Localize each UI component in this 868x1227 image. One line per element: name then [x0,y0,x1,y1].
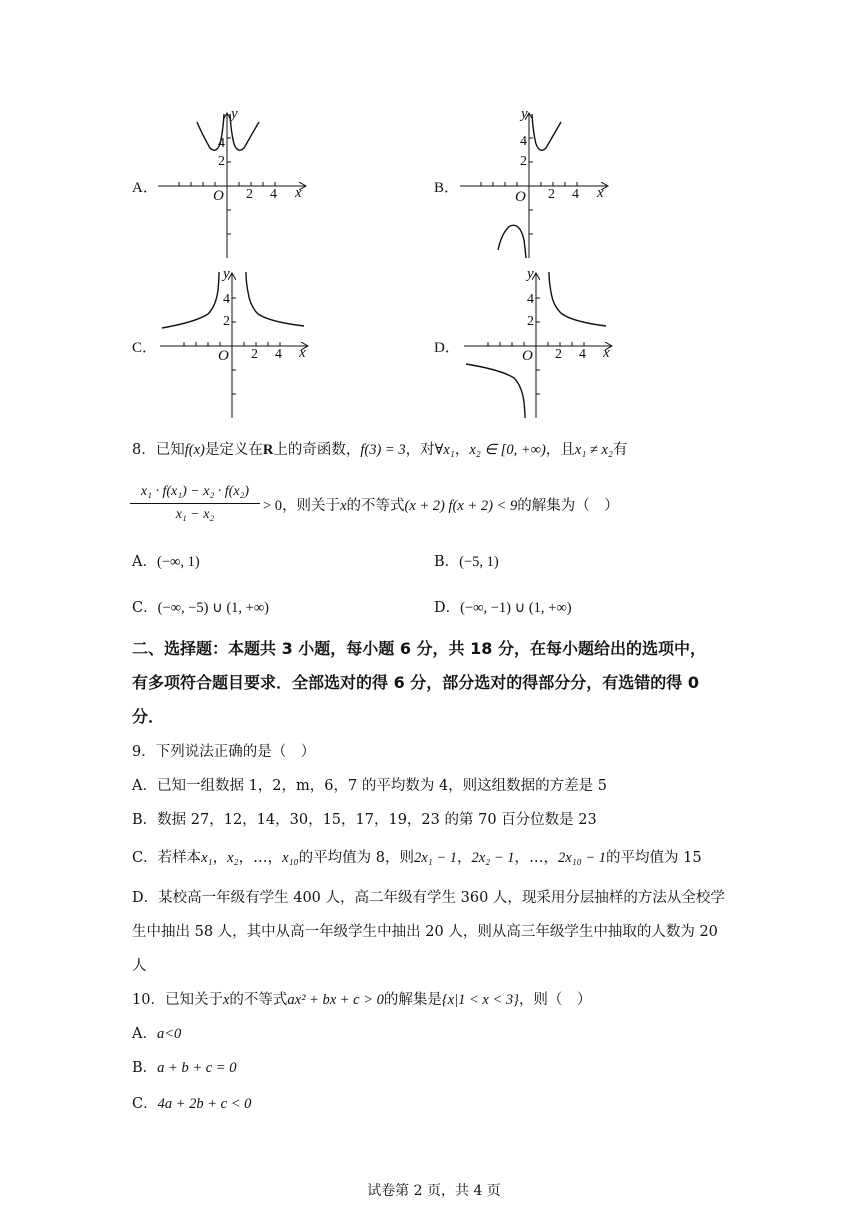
curve-right [246,272,304,326]
q9-text: C．若样本 [132,850,202,866]
q8-f3: f(3) = 3 [360,442,406,458]
y-axis-label: y [223,266,230,282]
q9-expr3: 2x₁₀ − 1 [557,850,607,866]
q9-text: ，…， [514,850,558,866]
q8-text: 的不等式 [346,498,405,514]
q8-option-b[interactable] [434,550,499,571]
x-axis-label: x [603,345,610,361]
graph-b-svg [452,108,612,258]
q10-option-a[interactable] [132,1022,181,1043]
graph-a-label: A． [132,180,158,196]
origin-label: O [522,348,533,364]
y-tick-2: 2 [218,154,225,169]
x-tick-2: 2 [555,347,562,362]
graph-c-svg [152,268,312,418]
q8-text: 8．已知 [132,442,185,458]
curve-left [162,272,219,328]
q9-option-d-line3[interactable]: 人 [132,958,147,974]
q8-gt0: > 0 [263,498,283,514]
q9-option-c[interactable] [132,846,702,867]
q8-line1 [132,438,627,459]
q8-neq: x₁ ≠ x₂ [574,442,613,458]
x-tick-2: 2 [251,347,258,362]
section2-heading-line2: 有多项符合题目要求．全部选对的得 6 分，部分选对的得部分分，有选错的得 0 [132,673,699,692]
q8-frac-denominator: x₁ − x₂ [175,507,215,522]
graph-d-label: D． [434,340,460,356]
q8-frac-bar [130,503,260,504]
q9-option-b[interactable]: B．数据 27，12，14，30，15，17，19，23 的第 70 百分位数是 23 [132,812,597,828]
option-value: (−∞, 1) [156,554,200,570]
graph-d [456,268,616,422]
q8-text: ，则关于 [282,498,341,514]
origin-label: O [213,188,224,204]
graph-c-label: C． [132,340,158,356]
q8-x2-range: x₂ ∈ [0, +∞) [469,442,546,458]
option-letter: C． [132,600,158,616]
option-letter: B． [434,554,460,570]
graph-c [152,268,312,422]
q9-text: 的平均值为 15 [606,850,702,866]
q9-expr1: 2x₁ − 1 [413,850,457,866]
q8-line2 [263,494,619,515]
q8-text: 是定义在 [204,442,263,458]
y-tick-2: 2 [520,154,527,169]
curve-left [498,225,526,258]
q8-option-a[interactable] [132,550,200,571]
q8-text: ，且 [545,442,575,458]
x-tick-4: 4 [270,187,277,202]
x-axis-label: x [597,185,604,201]
curve-left [466,364,525,418]
x-tick-4: 4 [572,187,579,202]
q10-text: 的不等式 [229,992,288,1008]
option-value: (−5, 1) [459,554,499,570]
q10-solution-set: {x|1 < x < 3} [441,992,519,1008]
q9-x2: x₂ [227,850,239,866]
y-tick-2: 2 [223,314,230,329]
q10-text: ，则（ ） [518,992,592,1008]
x-axis-label: x [295,185,302,201]
q8-text: ， [454,442,470,458]
q9-text: ，…， [238,850,283,866]
section2-heading-line3: 分． [132,707,165,726]
section2-heading-line1: 二、选择题：本题共 3 小题，每小题 6 分，共 18 分，在每小题给出的选项中， [132,639,706,658]
option-letter: B． [132,1060,158,1076]
q8-option-d[interactable] [434,596,572,617]
q8-inequality: (x + 2) f(x + 2) < 9 [404,498,518,514]
q9-text: 的平均值为 8，则 [298,850,414,866]
q10-option-c[interactable] [132,1092,251,1113]
q8-x: x [340,498,347,514]
q8-text: ，对∀ [405,442,444,458]
q9-stem: 9．下列说法正确的是（ ） [132,744,316,760]
option-letter: C． [132,1096,158,1112]
graph-b [452,108,612,262]
y-tick-4: 4 [218,136,225,151]
graph-a-svg [150,108,310,258]
q9-x1: x₁ [201,850,213,866]
q8-x1: x₁ [443,442,455,458]
q8-fx: f(x) [184,442,205,458]
graph-b-label: B． [434,180,460,196]
curve-right [532,114,561,150]
q8-frac-numerator: x₁ · f(x₁) − x₂ · f(x₂) [140,484,250,499]
q10-text: 10．已知关于 [132,992,223,1008]
graph-d-svg [456,268,616,418]
curve-right [549,272,606,326]
q8-text: 有 [612,442,628,458]
page-footer: 试卷第 2 页，共 4 页 [367,1183,501,1199]
q10-stem [132,988,591,1009]
origin-label: O [218,348,229,364]
y-tick-4: 4 [223,292,230,307]
q8-option-c[interactable] [132,596,269,617]
option-letter: A． [132,554,157,570]
q10-text: 的解集是 [383,992,442,1008]
option-value: a<0 [156,1026,182,1042]
option-letter: A． [132,1026,157,1042]
q8-text: 的解集为（ ） [517,498,619,514]
y-tick-2: 2 [527,314,534,329]
y-tick-4: 4 [520,134,527,149]
q8-real-set: R [262,442,274,458]
q9-option-a[interactable]: A．已知一组数据 1，2，m，6，7 的平均数为 4，则这组数据的方差是 5 [132,778,608,794]
q9-text: ， [456,850,472,866]
x-tick-2: 2 [246,187,253,202]
x-tick-4: 4 [579,347,586,362]
q10-inequality: ax² + bx + c > 0 [287,992,384,1008]
q8-text: 上的奇函数， [273,442,361,458]
q9-x10: x₁₀ [282,850,299,866]
option-value: (−∞, −1) ∪ (1, +∞) [460,600,572,616]
y-axis-label: y [521,106,528,122]
x-tick-2: 2 [548,187,555,202]
q9-expr2: 2x₂ − 1 [471,850,515,866]
option-letter: D． [434,600,461,616]
q10-option-b[interactable] [132,1056,236,1077]
y-tick-4: 4 [527,292,534,307]
q9-option-d-line1[interactable]: D．某校高一年级有学生 400 人，高二年级有学生 360 人，现采用分层抽样的方法从全校学 [132,890,725,906]
y-axis-label: y [231,106,238,122]
option-value: (−∞, −5) ∪ (1, +∞) [157,600,269,616]
x-axis-label: x [299,345,306,361]
q9-option-d-line2[interactable]: 生中抽出 58 人，其中从高一年级学生中抽出 20 人，则从高三年级学生中抽取的人数为 20 [132,924,718,940]
q9-text: ， [212,850,228,866]
option-value: 4a + 2b + c < 0 [157,1096,252,1112]
graph-a [150,108,310,262]
q10-x: x [222,992,230,1008]
x-tick-4: 4 [275,347,282,362]
option-value: a + b + c = 0 [157,1060,237,1076]
y-axis-label: y [527,266,534,282]
origin-label: O [515,189,526,205]
